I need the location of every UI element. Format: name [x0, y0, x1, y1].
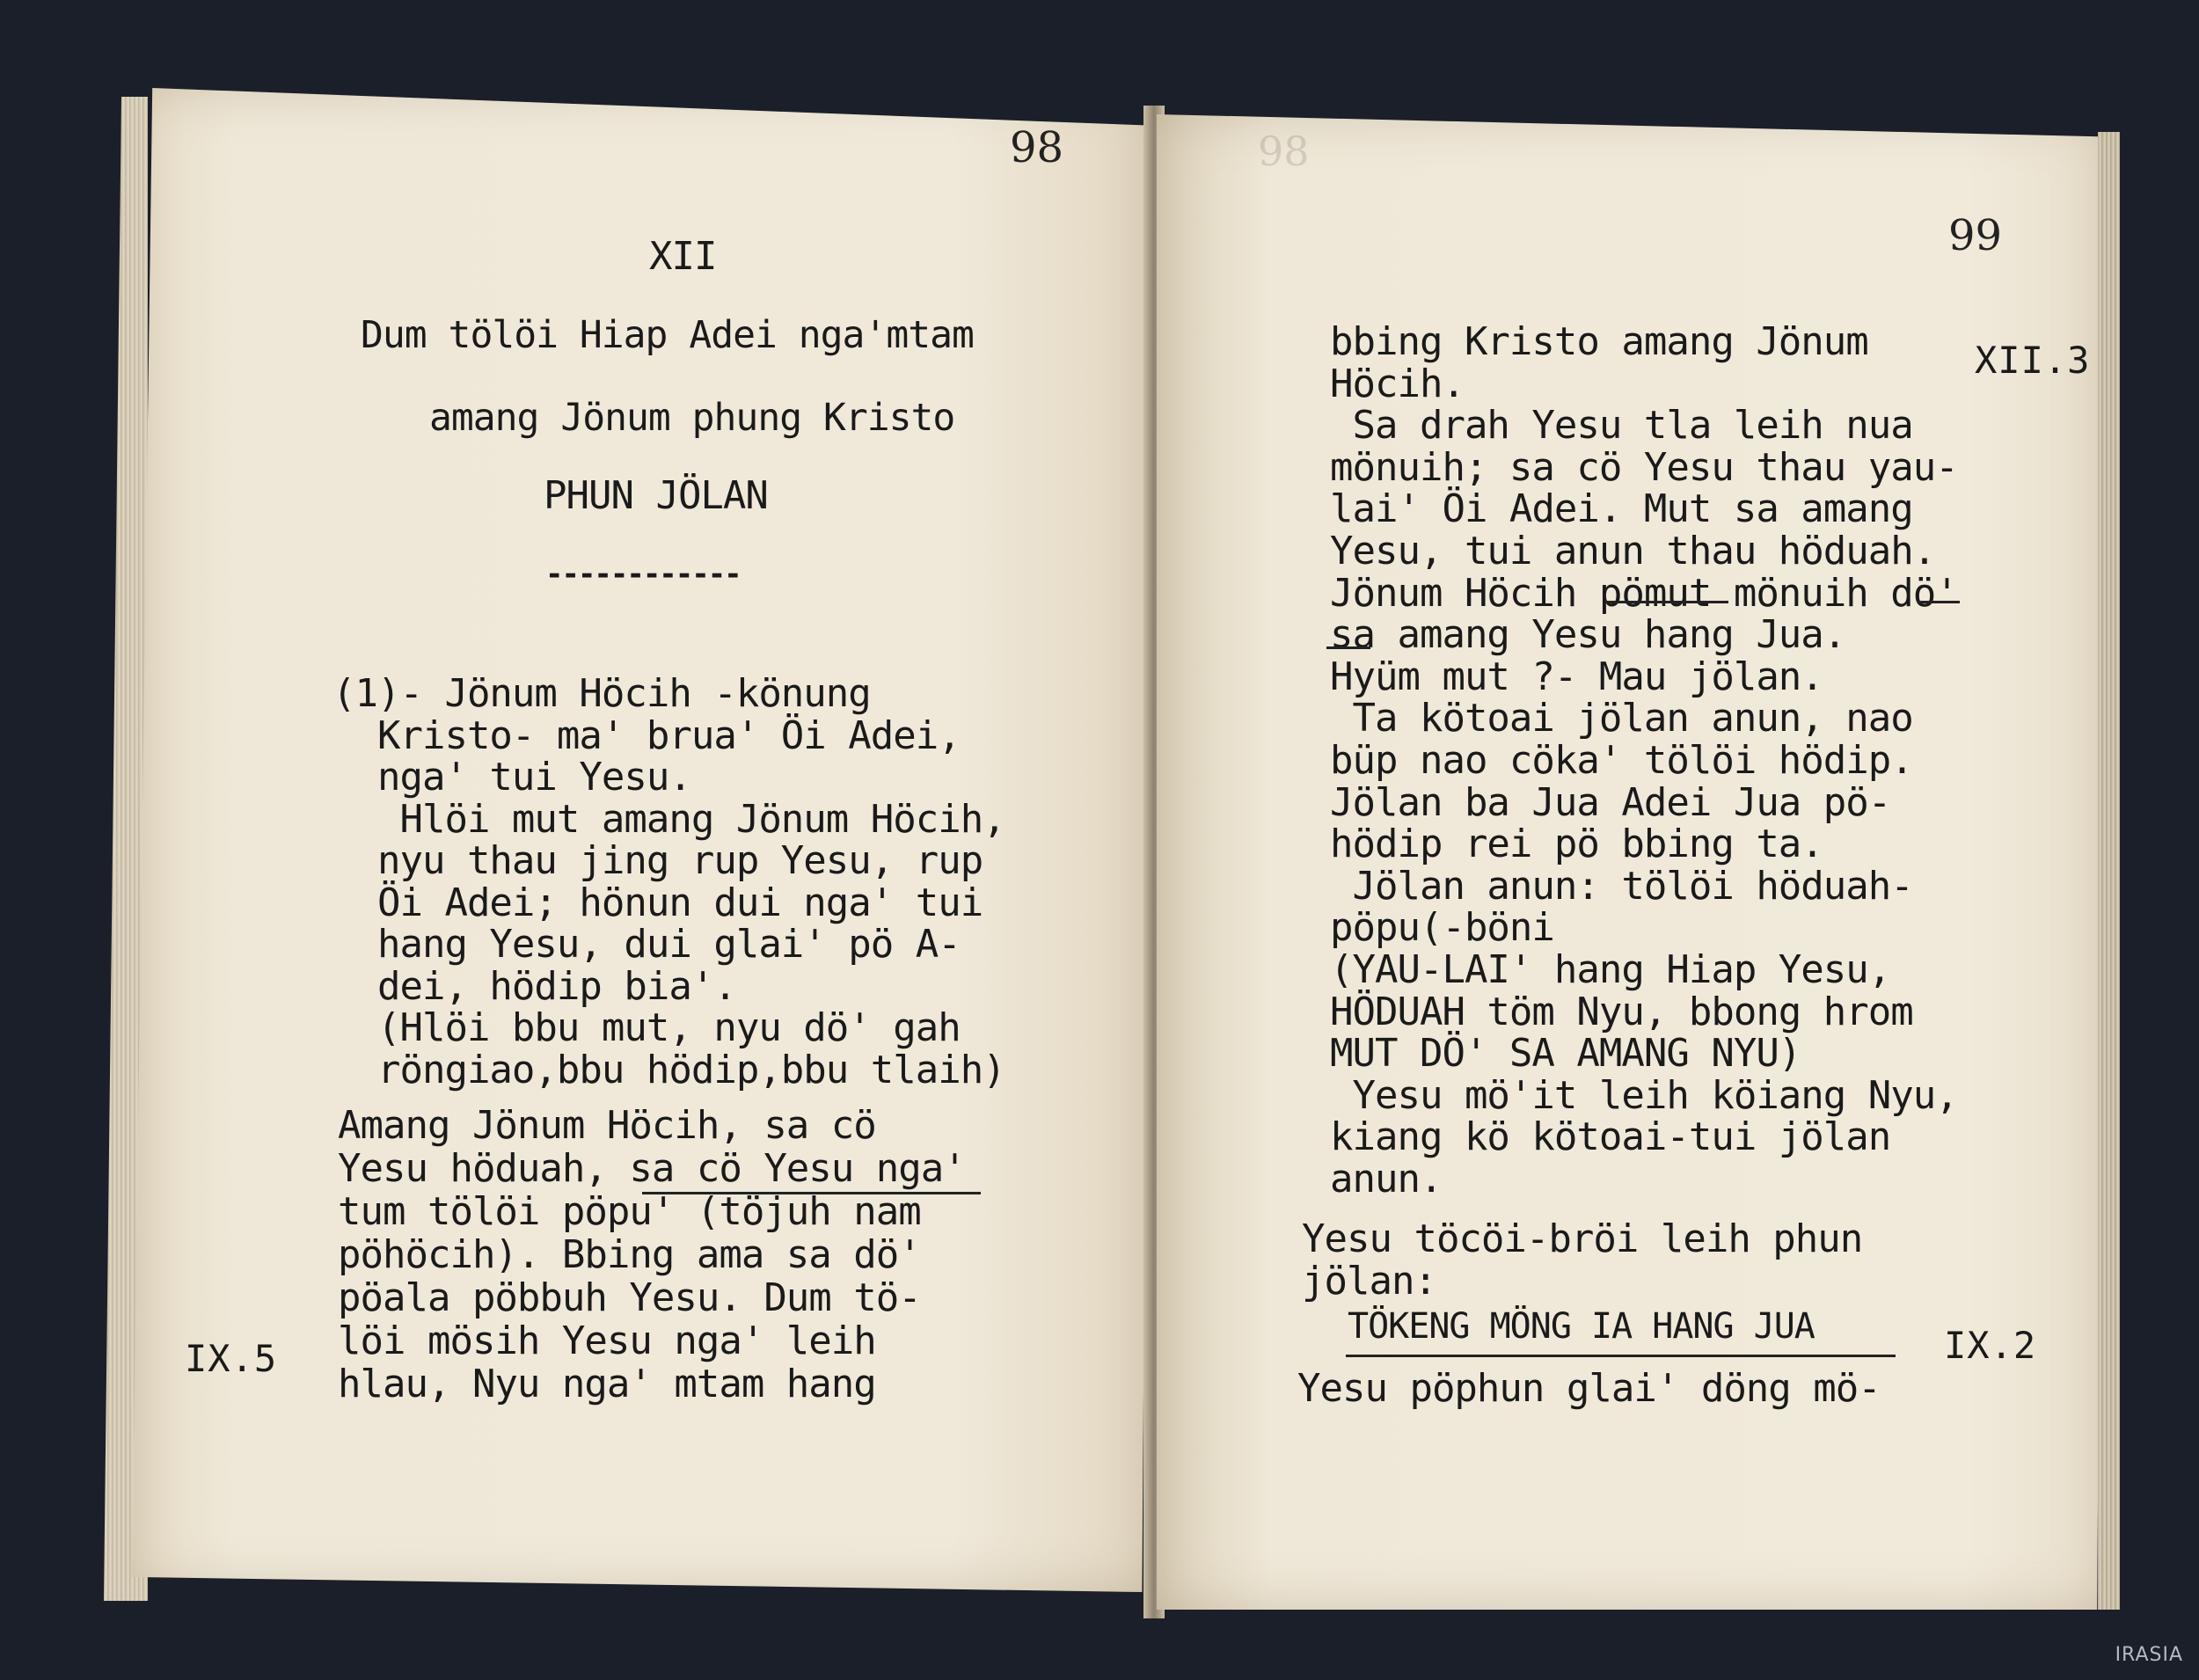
left-page-number: 98 — [1010, 123, 1064, 172]
left-body-paragraph-1: (1)- Jönum Höcih -könung Kristo- ma' brua' Öi Adei, nga' tui Yesu. Hlöi mut amang Jönum Höcih, nyu thau jing rup Yesu, rup Öi Adei; hönun dui nga' tui hang Yesu, dui glai' pö A- dei, hödip bia'. (Hlöi bbu mut, nyu dö' gah röngiao,bbu hödip,bbu tlaih) — [332, 671, 1005, 1092]
right-body-text-2: Yesu töcöi-bröi leih phun jölan: — [1302, 1216, 1863, 1304]
right-page-number: 99 — [1948, 211, 2003, 260]
right-underline-3 — [1326, 646, 1370, 649]
right-underline-2 — [1918, 601, 1960, 603]
right-margin-reference-top: XII.3 — [1975, 339, 2091, 382]
right-subheading-underline — [1346, 1355, 1896, 1357]
right-last-line: Yesu pöphun glai' döng mö- — [1297, 1366, 1881, 1411]
left-margin-reference: IX.5 — [185, 1337, 278, 1380]
right-subheading: TÖKENG MÖNG IA HANG JUA — [1348, 1306, 1815, 1347]
page-edges-right — [2098, 132, 2120, 1610]
chapter-number: XII — [649, 234, 717, 279]
right-underline-1 — [1605, 601, 1728, 603]
right-ghost-page-number: 98 — [1258, 128, 1310, 175]
heading-line-1: Dum tölöi Hiap Adei nga'mtam — [361, 313, 974, 357]
right-body-text: bbing Kristo amang Jönum Höcih. Sa drah Yesu tla leih nua mönuih; sa cö Yesu thau yau- lai' Öi Adei. Mut sa amang Yesu, tui anun thau höduah. Jönum Höcih pömut mönuih dö' sa amang Yesu hang Jua. Hyüm mut ?- Mau jölan. Ta kötoai jölan anun, nao büp nao cöka' tölöi hödip. Jölan ba Jua Adei Jua pö- hödip rei pö bbing ta. Jölan anun: tölöi höduah- pöpu(-böni (YAU-LAI' hang Hiap Yesu, HÖDUAH töm Nyu, bbong hrom MUT DÖ' SA AMANG NYU) Yesu mö'it leih köiang Nyu, kiang kö kötoai-tui jölan anun. — [1330, 319, 1958, 1202]
right-margin-reference-bottom: IX.2 — [1944, 1324, 2037, 1367]
left-underline — [642, 1192, 981, 1194]
heading-divider: ------------ — [545, 557, 741, 592]
heading-line-3: PHUN JÖLAN — [544, 473, 768, 518]
left-body-paragraph-2: Amang Jönum Höcih, sa cö Yesu höduah, sa cö Yesu nga' tum tölöi pöpu' (töjuh nam pöhöcih). Bbing ama sa dö' pöala pöbbuh Yesu. Dum tö- löi mösih Yesu nga' leih hlau, Nyu nga' mtam hang — [338, 1103, 966, 1406]
heading-line-2: amang Jönum phung Kristo — [429, 396, 955, 440]
watermark: IRASIA — [2115, 1644, 2183, 1666]
